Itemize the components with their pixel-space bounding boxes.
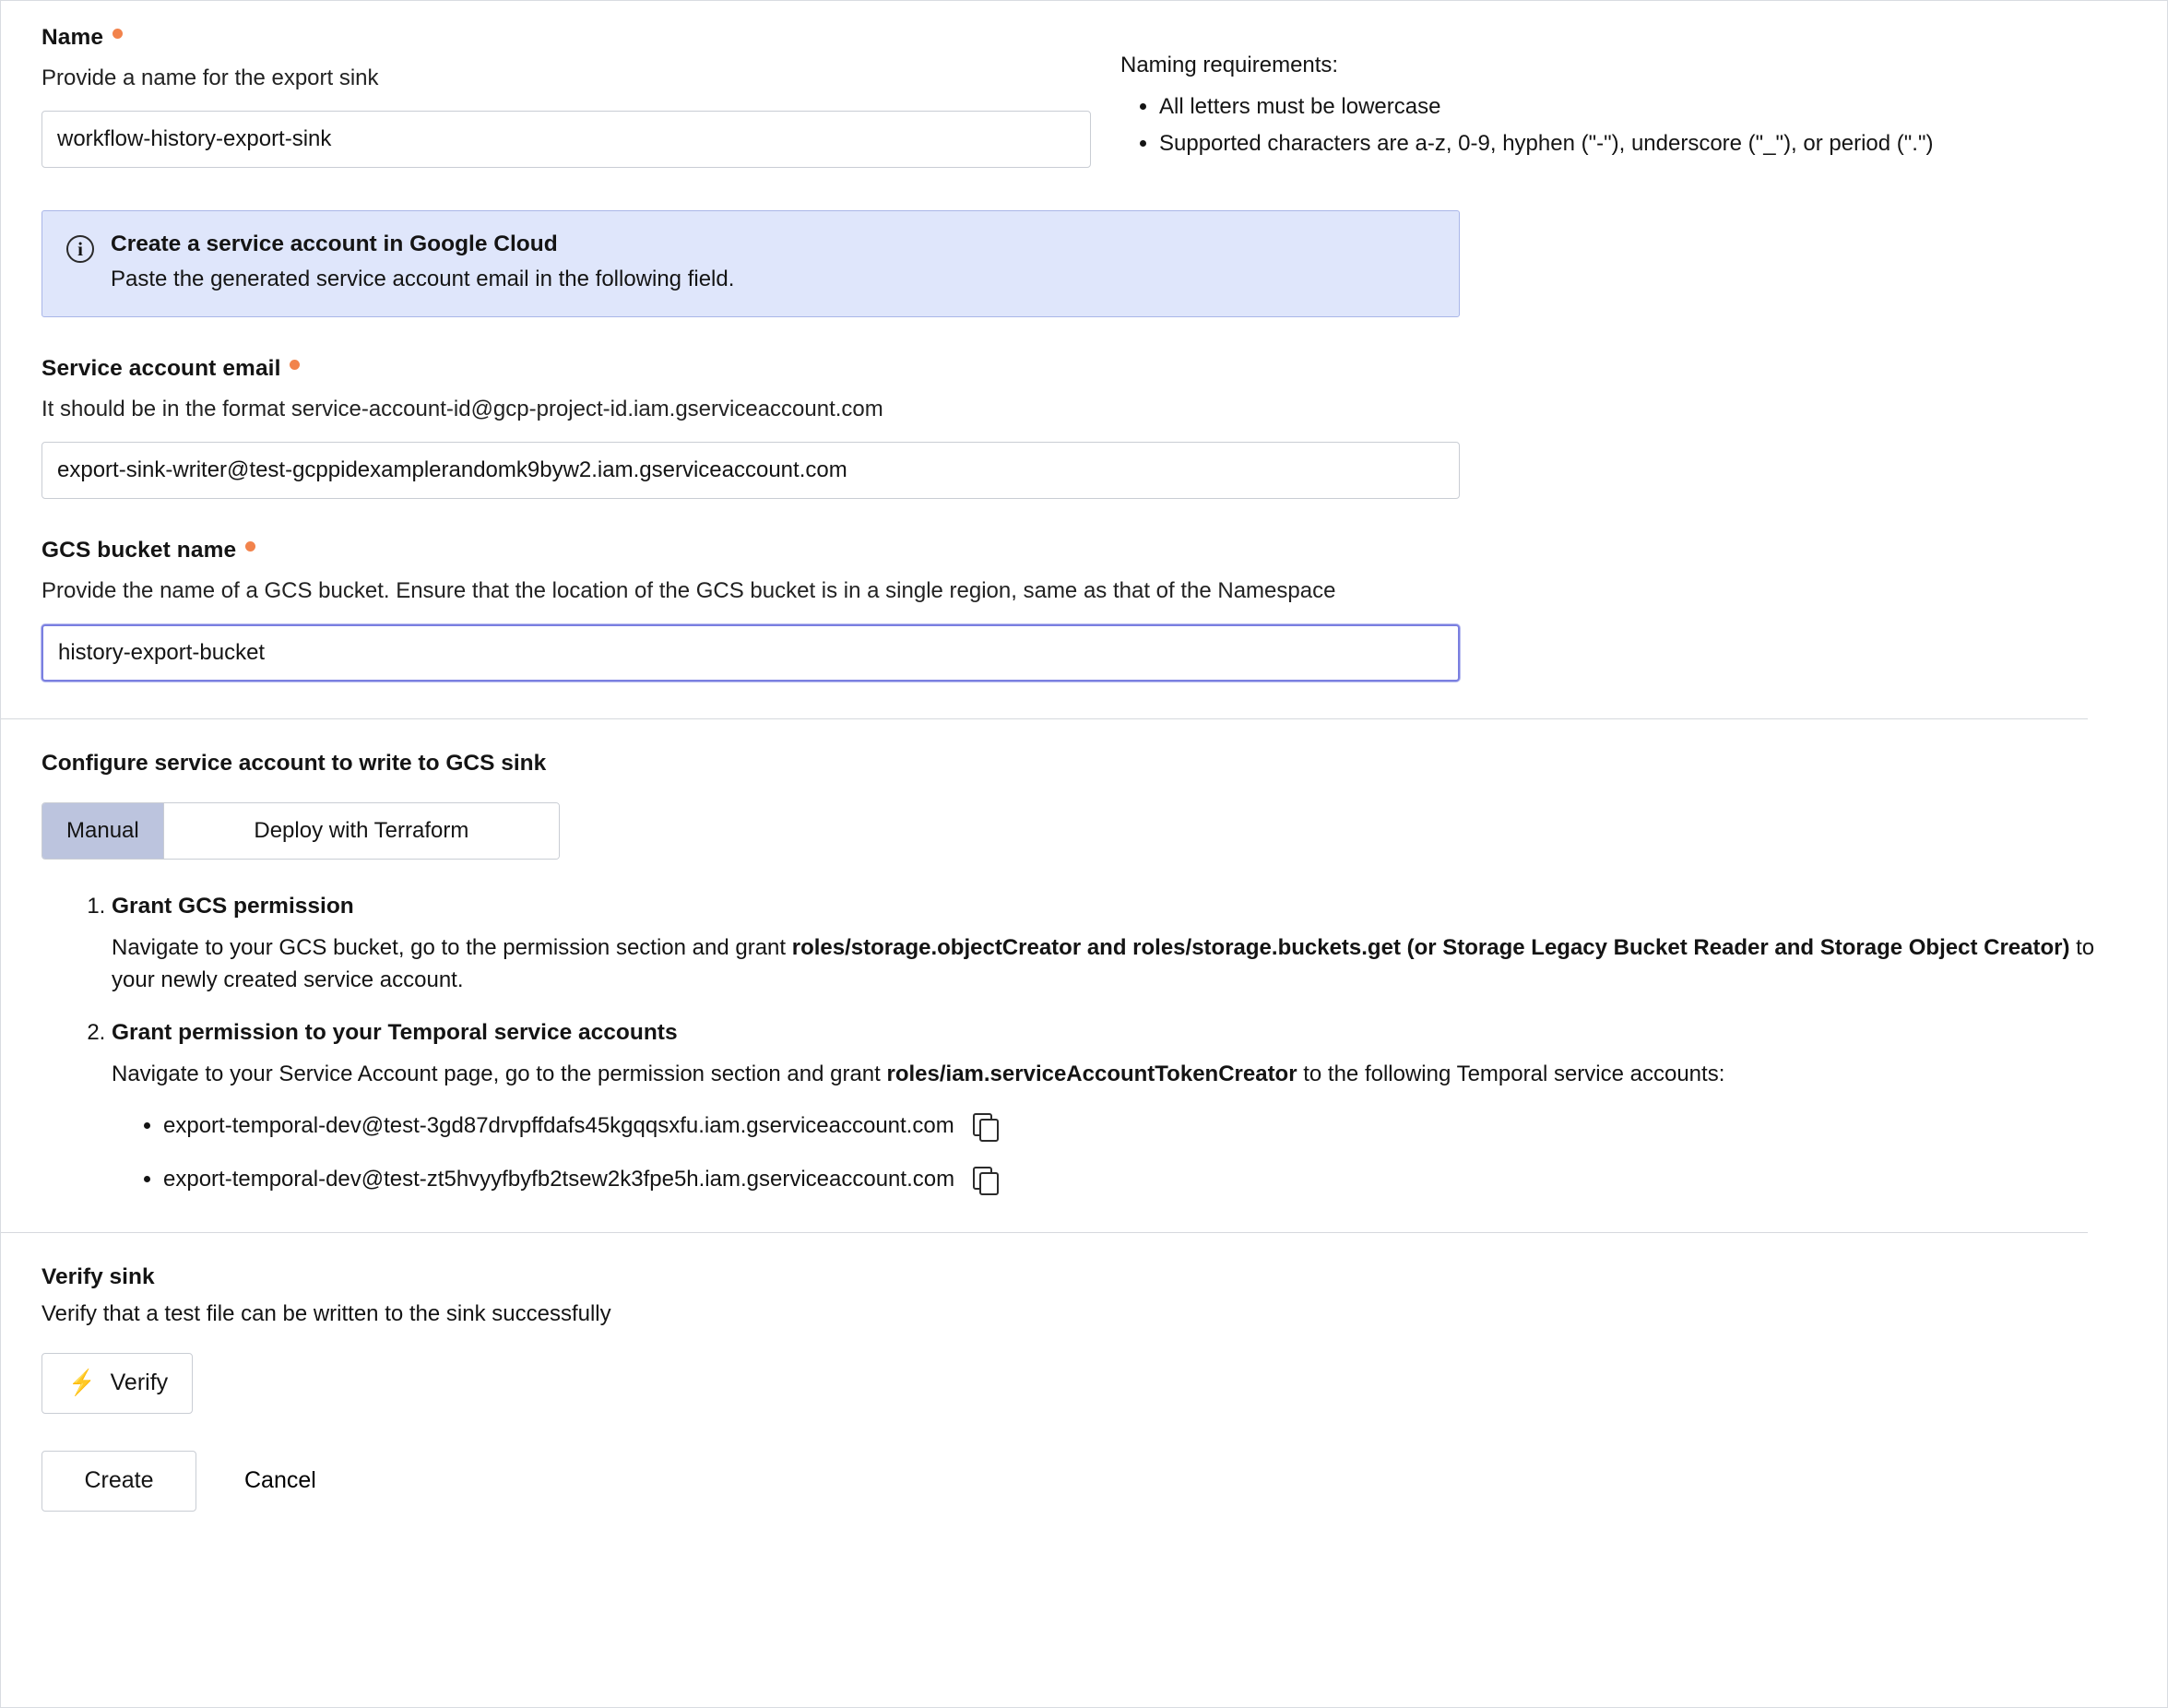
- step-body-post: to your newly created service account.: [112, 934, 2095, 992]
- verify-button-label: Verify: [110, 1370, 169, 1396]
- service-account-email-text: • export-temporal-dev@test-zt5hvyyfbyfb2tsew2k3fpe5h.iam.gserviceaccount.com: [163, 1167, 955, 1192]
- naming-requirements-list: [1120, 91, 2127, 160]
- step-title: Grant permission to your Temporal service accounts: [112, 1019, 678, 1045]
- step-title: Grant GCS permission: [112, 893, 354, 919]
- name-label: [41, 25, 1120, 51]
- verify-sink-subtitle: Verify that a test file can be written to the sink successfully: [41, 1300, 611, 1326]
- name-field-group: [41, 25, 1120, 168]
- name-and-requirements-row: [41, 25, 2127, 168]
- name-input[interactable]: [41, 111, 1091, 168]
- service-account-email-text: • export-temporal-dev@test-3gd87drvpffdafs45kgqqsxfu.iam.gserviceaccount.com: [163, 1112, 954, 1138]
- step-grant-gcs-permission: [112, 891, 2127, 997]
- verify-sink-title: Verify sink: [41, 1263, 155, 1289]
- required-dot-icon: [290, 360, 300, 370]
- temporal-service-accounts-list: [112, 1111, 2127, 1195]
- step-body: [112, 1059, 2127, 1091]
- service-account-email-label-text: Service account email: [41, 356, 281, 382]
- info-box-text: [111, 231, 734, 292]
- form-footer-actions: [41, 1451, 2127, 1521]
- gcs-bucket-help: Provide the name of a GCS bucket. Ensure that the location of the GCS bucket is in a single region, same as that of the Namespace: [41, 578, 1336, 604]
- cancel-button[interactable]: Cancel: [231, 1467, 329, 1494]
- create-button[interactable]: Create: [41, 1451, 196, 1512]
- naming-requirements-title: Naming requirements:: [1120, 53, 1339, 77]
- service-account-email-help: It should be in the format service-account-id@gcp-project-id.iam.gserviceaccount.com: [41, 397, 883, 422]
- gcs-bucket-label-text: GCS bucket name: [41, 538, 237, 563]
- naming-requirement-item: • All letters must be lowercase: [1159, 91, 2127, 123]
- info-box-subtitle: Paste the generated service account email in the following field.: [111, 267, 735, 292]
- step-body-post: to the following Temporal service accounts:: [1297, 1061, 1725, 1086]
- step-body-bold: roles/iam.serviceAccountTokenCreator: [886, 1061, 1297, 1086]
- naming-requirements: [1120, 25, 2127, 165]
- service-account-info-box: [41, 210, 1460, 317]
- configure-method-tabs[interactable]: [41, 802, 560, 860]
- copy-icon[interactable]: [973, 1113, 997, 1139]
- divider: [1, 718, 2088, 719]
- copy-icon[interactable]: [973, 1167, 997, 1192]
- step-grant-temporal-permission: [112, 1017, 2127, 1195]
- info-icon: i: [66, 235, 94, 263]
- name-help-text: Provide a name for the export sink: [41, 65, 379, 90]
- info-box-title: Create a service account in Google Cloud: [111, 231, 558, 257]
- step-body: [112, 932, 2127, 997]
- step-body-bold: roles/storage.objectCreator and roles/storage.buckets.get (or Storage Legacy Bucket Reader and Storage Object Creator): [791, 934, 2070, 960]
- gcs-bucket-label: [41, 538, 2127, 563]
- configure-steps: [41, 891, 2127, 1195]
- tab-deploy-with-terraform[interactable]: Deploy with Terraform: [163, 803, 559, 859]
- name-label-text: Name: [41, 25, 104, 50]
- list-item: [163, 1165, 2127, 1194]
- gcs-bucket-input[interactable]: [41, 624, 1460, 682]
- tab-manual[interactable]: Manual: [42, 803, 163, 859]
- divider: [1, 1232, 2088, 1233]
- service-account-row: [163, 1111, 2127, 1141]
- naming-requirement-item: • Supported characters are a-z, 0-9, hyphen ("-"), underscore ("_"), or period ("."): [1159, 128, 2127, 160]
- bolt-icon: ⚡: [68, 1369, 96, 1397]
- service-account-email-input[interactable]: [41, 442, 1460, 499]
- list-item: [163, 1111, 2127, 1141]
- verify-button[interactable]: [41, 1353, 193, 1414]
- required-dot-icon: [245, 541, 255, 552]
- service-account-email-label: [41, 356, 2127, 382]
- service-account-email-group: [41, 356, 2127, 499]
- step-body-pre: Navigate to your GCS bucket, go to the permission section and grant: [112, 934, 792, 960]
- configure-section-title: Configure service account to write to GCS sink: [41, 750, 547, 776]
- required-dot-icon: [113, 29, 123, 39]
- gcs-bucket-group: [41, 538, 2127, 681]
- service-account-row: [163, 1165, 2127, 1194]
- step-body-pre: Navigate to your Service Account page, go to the permission section and grant: [112, 1061, 887, 1086]
